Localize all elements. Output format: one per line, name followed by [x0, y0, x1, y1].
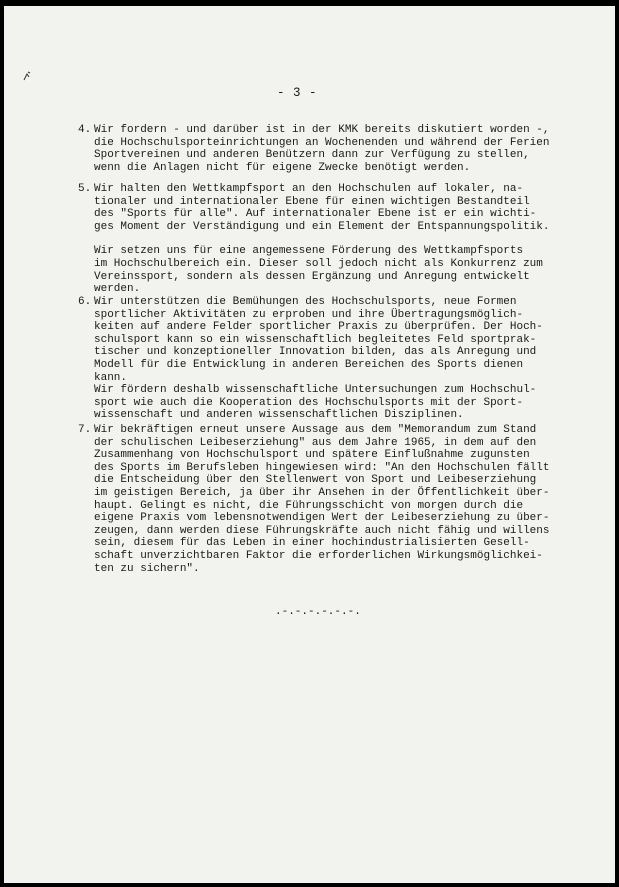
text-line: Wir fordern - und darüber ist in der KMK bereits diskutiert worden -, [94, 124, 550, 136]
document-page [4, 6, 615, 883]
text-line: Wir setzen uns für eine angemessene Förderung des Wettkampfsports [94, 245, 524, 258]
text-line: Vereinssport, sondern als dessen Ergänzung und Anregung entwickelt [94, 270, 530, 283]
text-line: ten zu sichern". [94, 562, 200, 575]
text-line: werden. [94, 283, 141, 296]
text-line: des "Sports für alle". Auf internationaler Ebene ist er ein wichti- [94, 208, 537, 221]
paragraph [94, 245, 549, 295]
text-line: tischer und konzeptioneller Innovation bilden, das als Anregung und [94, 346, 537, 359]
item-text [94, 183, 549, 296]
text-line: sport wie auch die Kooperation des Hochschulsports mit der Sport- [94, 396, 524, 409]
item-number: 6. [78, 296, 92, 308]
paragraph [94, 296, 543, 422]
text-line: ges Moment der Verständigung und ein Element der Entspannungspolitik. [94, 220, 550, 233]
item-text [94, 296, 543, 422]
ink-mark [22, 70, 32, 82]
item-number: 4. [78, 124, 92, 136]
text-line: der schulischen Leibeserziehung" aus dem Jahre 1965, in dem auf den [94, 436, 537, 449]
text-line: Zusammenhang von Hochschulsport und spätere Einflußnahme zugunsten [94, 449, 530, 462]
text-line: wissenschaft und anderen wissenschaftlichen Disziplinen. [94, 409, 464, 422]
text-line: Wir halten den Wettkampfsport an den Hochschulen auf lokaler, na- [94, 183, 524, 195]
text-line: schulsport kann so ein wissenschaftlich begleitetes Feld sportprak- [94, 333, 537, 346]
paragraph [94, 183, 549, 233]
text-line: kann. [94, 371, 128, 384]
item-number: 5. [78, 183, 92, 195]
text-line: Sportvereinen und anderen Benützern dann zur Verfügung zu stellen, [94, 149, 530, 162]
paragraph [94, 424, 549, 575]
text-line: des Sports im Berufsleben hingewiesen wird: "An den Hochschulen fällt [94, 461, 550, 474]
item-text [94, 124, 549, 174]
text-line: Modell für die Entwicklung in anderen Bereichen des Sports dienen [94, 358, 524, 371]
item-number: 7. [78, 424, 92, 436]
text-line: im geistigen Bereich, ja über ihr Ansehen in der Öffentlichkeit über- [94, 486, 550, 499]
text-line: zeugen, dann werden diese Führungskräfte auch nicht fähig und willens [94, 524, 550, 537]
text-line: tionaler und internationaler Ebene für einen wichtigen Bestandteil [94, 195, 530, 208]
text-line: eigene Praxis vom lebensnotwendigen Wert der Leibeserziehung zu über- [94, 512, 550, 525]
text-line: haupt. Gelingt es nicht, die Führungsschicht von morgen durch die [94, 499, 524, 512]
page-number: - 3 - [277, 86, 318, 100]
text-line: Wir fördern deshalb wissenschaftliche Untersuchungen zum Hochschul- [94, 384, 537, 397]
text-line: sportlicher Aktivitäten zu erproben und ihre Übertragungsmöglich- [94, 308, 524, 321]
text-line: wenn die Anlagen nicht für eigene Zwecke benötigt werden. [94, 161, 471, 174]
paragraph [94, 124, 549, 174]
text-line: die Entscheidung über den Stellenwert von Sport und Leibeserziehung [94, 474, 537, 487]
text-line: Wir bekräftigen erneut unsere Aussage aus dem "Memorandum zum Stand [94, 424, 537, 436]
item-text [94, 424, 549, 575]
text-line: keiten auf andere Felder sportlicher Praxis zu überprüfen. Der Hoch- [94, 321, 543, 334]
text-line: Wir unterstützen die Bemühungen des Hochschulsports, neue Formen [94, 296, 517, 308]
text-line: schaft unverzichtbaren Faktor die erforderlichen Wirkungsmöglichkei- [94, 549, 543, 562]
text-line: im Hochschulbereich ein. Dieser soll jedoch nicht als Konkurrenz zum [94, 257, 543, 270]
text-line: die Hochschulsporteinrichtungen an Wochenenden und während der Ferien [94, 136, 550, 149]
text-line: sein, diesem für das Leben in einer hochindustrialisierten Gesell- [94, 537, 530, 550]
end-divider: .-.-.-.-.-.-. [275, 606, 361, 618]
